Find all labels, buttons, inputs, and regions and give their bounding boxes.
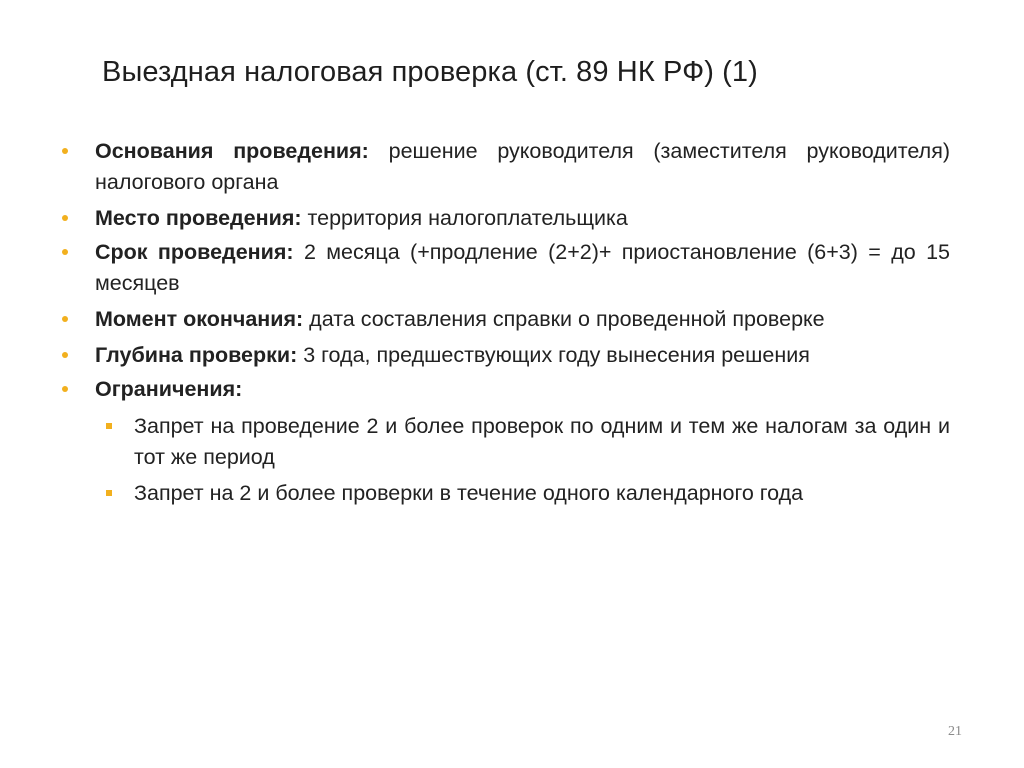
page-number: 21 bbox=[948, 724, 962, 739]
bullet-label: Ограничения: bbox=[95, 377, 243, 401]
bullet-text: 3 года, предшествующих году вынесения решения bbox=[297, 343, 810, 367]
bullet-grounds bbox=[95, 136, 950, 198]
bullet-text: территория налогоплательщика bbox=[301, 206, 628, 230]
sub-bullet-restriction-2: Запрет на 2 и более проверки в течение одного календарного года bbox=[134, 478, 950, 509]
sub-bullet-restriction-1: Запрет на проведение 2 и более проверок по одним и тем же налогам за один и тот же период bbox=[134, 411, 950, 473]
bullet-place bbox=[95, 203, 950, 234]
bullet-end-moment bbox=[95, 304, 950, 335]
bullet-text: дата составления справки о проведенной проверке bbox=[303, 307, 825, 331]
bullet-label: Срок проведения: bbox=[95, 240, 294, 264]
bullet-term bbox=[95, 237, 950, 299]
bullet-depth bbox=[95, 340, 950, 371]
slide-title: Выездная налоговая проверка (ст. 89 НК РФ) (1) bbox=[102, 56, 758, 88]
bullet-label: Основания проведения: bbox=[95, 139, 369, 163]
bullet-label: Глубина проверки: bbox=[95, 343, 298, 367]
restrictions-sublist bbox=[134, 411, 950, 509]
bullet-label: Момент окончания: bbox=[95, 307, 304, 331]
bullet-restrictions bbox=[95, 374, 950, 405]
bullet-text: 2 месяца (+продление (2+2)+ приостановление (6+3) = до 15 месяцев bbox=[95, 240, 950, 295]
bullet-text: решение руководителя (заместителя руководителя) налогового органа bbox=[95, 139, 950, 194]
slide-content bbox=[95, 136, 950, 514]
bullet-label: Место проведения: bbox=[95, 206, 302, 230]
